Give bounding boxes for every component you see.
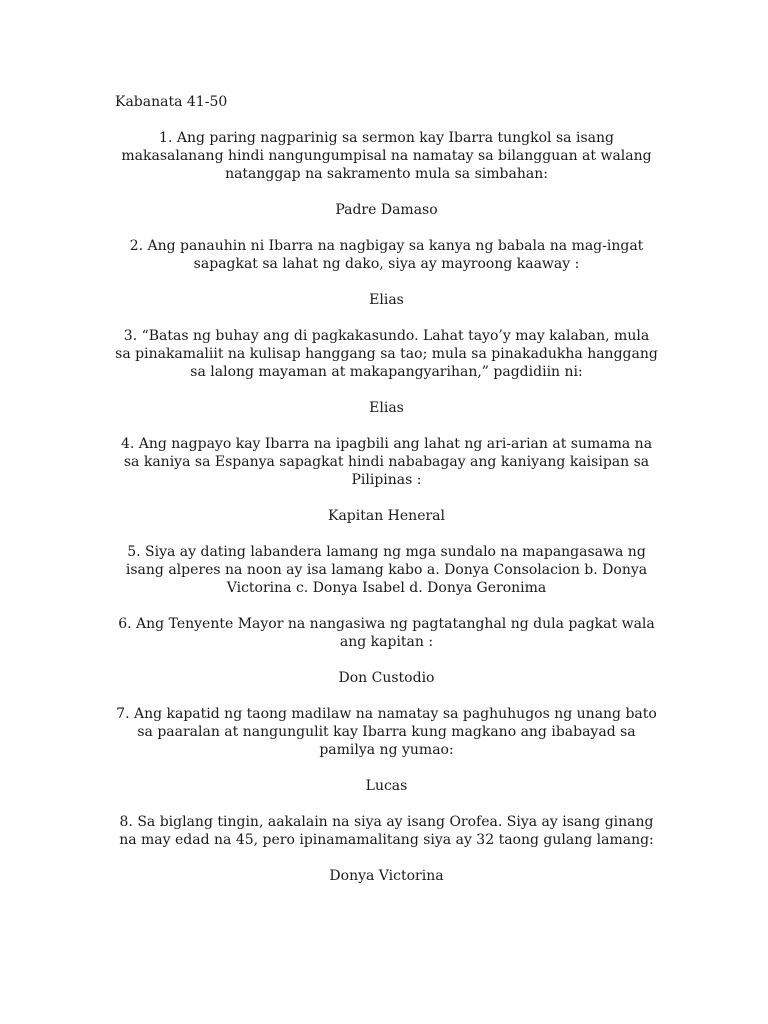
answer-text: Padre Damaso: [335, 202, 438, 218]
question-text: 3. “Batas ng buhay ang di pagkakasundo. Lahat tayo’y may kalaban, mula sa pinakamaliit na kulisap hanggang sa tao; mula sa pinakadukha hanggang sa lalong mayaman at makapangyarihan,” pagdidiin ni:: [115, 328, 658, 380]
question-item-3: [115, 327, 658, 417]
question-text: 7. Ang kapatid ng taong madilaw na namatay sa paghuhugos ng unang bato sa paaralan at nangungulit kay Ibarra kung magkano ang ibabayad sa pamilya ng yumao:: [116, 706, 657, 758]
question-item-6: [115, 615, 658, 687]
answer-text: Don Custodio: [338, 670, 435, 686]
document-heading: Kabanata 41-50: [115, 94, 228, 110]
answer-text: Lucas: [365, 778, 408, 794]
question-text: 2. Ang panauhin ni Ibarra na nagbigay sa kanya ng babala na mag-ingat sapagkat sa lahat ng dako, siya ay mayroong kaaway :: [129, 238, 644, 272]
question-text: 1. Ang paring nagparinig sa sermon kay Ibarra tungkol sa isang makasalanang hindi nangungumpisal na namatay sa bilangguan at walang natanggap na sakramento mula sa simbahan:: [121, 130, 652, 182]
question-item-8: [115, 813, 658, 885]
question-text: 4. Ang nagpayo kay Ibarra na ipagbili ang lahat ng ari-arian at sumama na sa kaniya sa Espanya sapagkat hindi nababagay ang kaniyang kaisipan sa Pilipinas :: [120, 436, 653, 488]
question-item-7: [115, 705, 658, 795]
question-text: 8. Sa biglang tingin, aakalain na siya ay isang Orofea. Siya ay isang ginang na may edad na 45, pero ipinamamalitang siya ay 32 taong gulang lamang:: [119, 814, 654, 848]
answer-text: Kapitan Heneral: [328, 508, 445, 524]
answer-text: Elias: [369, 292, 404, 308]
question-item-1: [115, 129, 658, 219]
question-item-2: [115, 237, 658, 309]
question-item-5: [115, 543, 658, 597]
question-text: 5. Siya ay dating labandera lamang ng mga sundalo na mapangasawa ng isang alperes na noon ay isa lamang kabo a. Donya Consolacion b. Donya Victorina c. Donya Isabel d. Donya Geronima: [125, 544, 648, 596]
answer-text: Elias: [369, 400, 404, 416]
answer-text: Donya Victorina: [329, 868, 444, 884]
question-item-4: [115, 435, 658, 525]
question-text: 6. Ang Tenyente Mayor na nangasiwa ng pagtatanghal ng dula pagkat wala ang kapitan :: [118, 616, 655, 650]
